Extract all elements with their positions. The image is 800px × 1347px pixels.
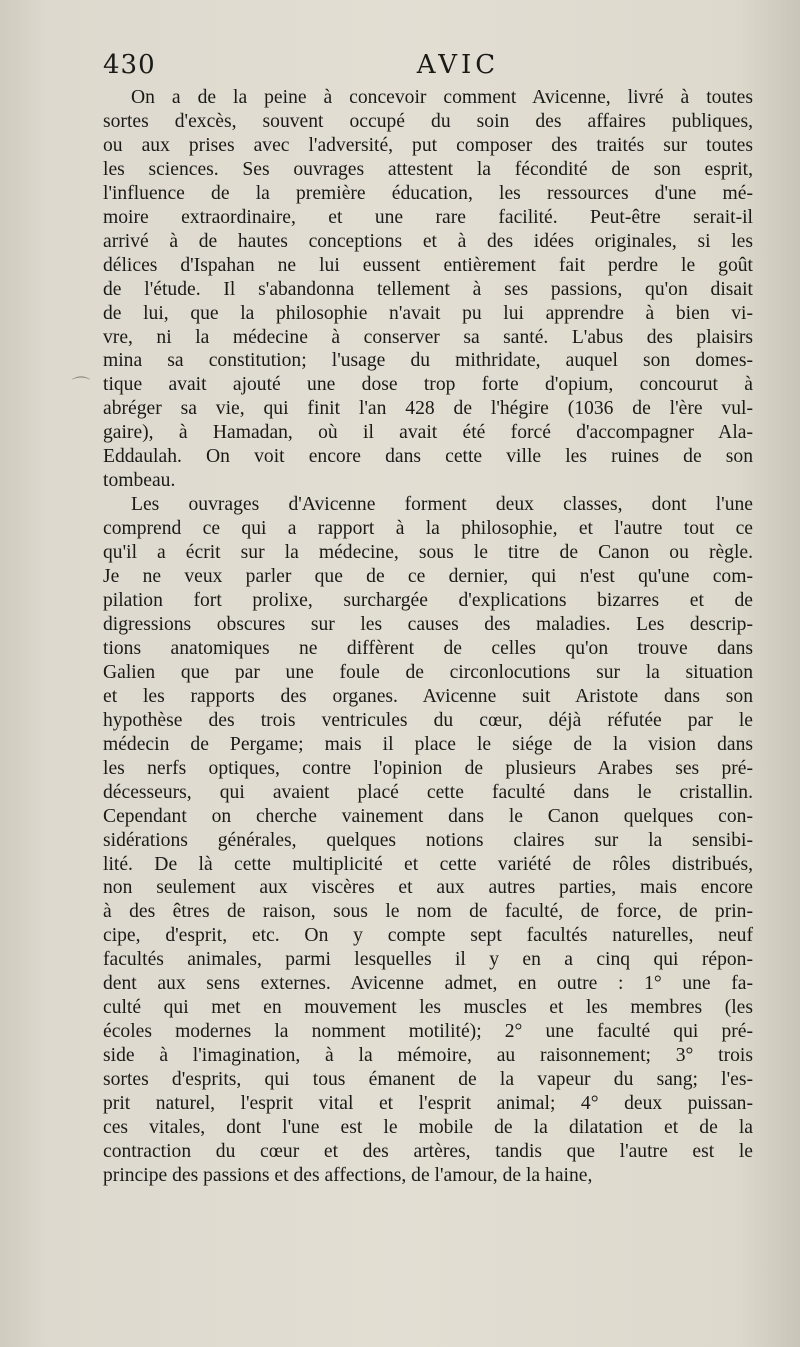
running-head: AVIC: [416, 50, 500, 80]
text-line: side à l'imagination, à la mémoire, au raisonnement; 3° trois: [103, 1045, 753, 1067]
page-number: 430: [103, 50, 156, 80]
text-line: ou aux prises avec l'adversité, put composer des traités sur toutes: [103, 134, 753, 156]
text-line: ces vitales, dont l'une est le mobile de la dilatation et de la: [103, 1116, 753, 1138]
text-line: principe des passions et des affections, de l'amour, de la haine,: [103, 1164, 593, 1186]
text-line: On a de la peine à concevoir comment Avicenne, livré à toutes: [131, 87, 753, 108]
text-line: Je ne veux parler que de ce dernier, qui n'est qu'une com-: [103, 566, 753, 588]
paragraph: [103, 493, 753, 1188]
text-line: abréger sa vie, qui finit l'an 428 de l'hégire (1036 de l'ère vul-: [103, 398, 753, 420]
body-text: [103, 86, 753, 1188]
text-line: sortes d'esprits, qui tous émanent de la vapeur du sang; l'es-: [103, 1069, 753, 1091]
text-line: facultés animales, parmi lesquelles il y en a cinq qui répon-: [103, 949, 753, 971]
paragraph: [103, 86, 753, 493]
text-line: tique avait ajouté une dose trop forte d'opium, concourut à: [103, 374, 753, 396]
text-line: lité. De là cette multiplicité et cette variété de rôles distribués,: [103, 853, 753, 875]
text-line: médecin de Pergame; mais il place le siége de la vision dans: [103, 733, 753, 755]
text-line: écoles modernes la nomment motilité); 2° une faculté qui pré-: [103, 1021, 753, 1043]
margin-mark: ⌒: [72, 376, 90, 397]
text-line: l'influence de la première éducation, les ressources d'une mé-: [103, 182, 753, 204]
text-line: qu'il a écrit sur la médecine, sous le titre de Canon ou règle.: [103, 542, 753, 564]
text-line: gaire), à Hamadan, où il avait été forcé d'accompagner Ala-: [103, 422, 753, 444]
text-line: arrivé à de hautes conceptions et à des idées originales, si les: [103, 230, 753, 252]
text-line: tions anatomiques ne diffèrent de celles qu'on trouve dans: [103, 637, 753, 659]
text-line: contraction du cœur et des artères, tandis que l'autre est le: [103, 1140, 753, 1162]
text-line: pilation fort prolixe, surchargée d'explications bizarres et de: [103, 590, 753, 612]
text-line: mina sa constitution; l'usage du mithridate, auquel son domes-: [103, 350, 753, 372]
text-line: et les rapports des organes. Avicenne suit Aristote dans son: [103, 685, 753, 707]
text-line: de l'étude. Il s'abandonna tellement à ses passions, qu'on disait: [103, 278, 753, 300]
text-line: Galien que par une foule de circonlocutions sur la situation: [103, 661, 753, 683]
text-line: Cependant on cherche vainement dans le Canon quelques con-: [103, 805, 753, 827]
page-header: [103, 50, 753, 84]
text-line: cipe, d'esprit, etc. On y compte sept facultés naturelles, neuf: [103, 925, 753, 947]
text-line: culté qui met en mouvement les muscles et les membres (les: [103, 997, 753, 1019]
text-line: non seulement aux viscères et aux autres parties, mais encore: [103, 877, 753, 899]
text-line: sortes d'excès, souvent occupé du soin des affaires publiques,: [103, 110, 753, 132]
text-line: dent aux sens externes. Avicenne admet, en outre : 1° une fa-: [103, 973, 753, 995]
text-line: moire extraordinaire, et une rare facilité. Peut-être serait-il: [103, 206, 753, 228]
text-line: digressions obscures sur les causes des maladies. Les descrip-: [103, 613, 753, 635]
text-line: vre, ni la médecine à conserver sa santé. L'abus des plaisirs: [103, 326, 753, 348]
text-line: tombeau.: [103, 470, 176, 492]
text-line: prit naturel, l'esprit vital et l'esprit animal; 4° deux puissan-: [103, 1093, 753, 1115]
text-line: de lui, que la philosophie n'avait pu lui apprendre à bien vi-: [103, 302, 753, 324]
text-line: comprend ce qui a rapport à la philosophie, et l'autre tout ce: [103, 518, 753, 540]
text-line: les nerfs optiques, contre l'opinion de plusieurs Arabes ses pré-: [103, 757, 753, 779]
text-line: sidérations générales, quelques notions claires sur la sensibi-: [103, 829, 753, 851]
text-line: délices d'Ispahan ne lui eussent entièrement fait perdre le goût: [103, 254, 753, 276]
text-line: Eddaulah. On voit encore dans cette ville les ruines de son: [103, 446, 753, 468]
text-line: décesseurs, qui avaient placé cette faculté dans le cristallin.: [103, 781, 753, 803]
text-line: les sciences. Ses ouvrages attestent la fécondité de son esprit,: [103, 158, 753, 180]
text-line: hypothèse des trois ventricules du cœur, déjà réfutée par le: [103, 709, 753, 731]
text-line: Les ouvrages d'Avicenne forment deux classes, dont l'une: [131, 494, 753, 516]
text-line: à des êtres de raison, sous le nom de faculté, de force, de prin-: [103, 901, 753, 923]
